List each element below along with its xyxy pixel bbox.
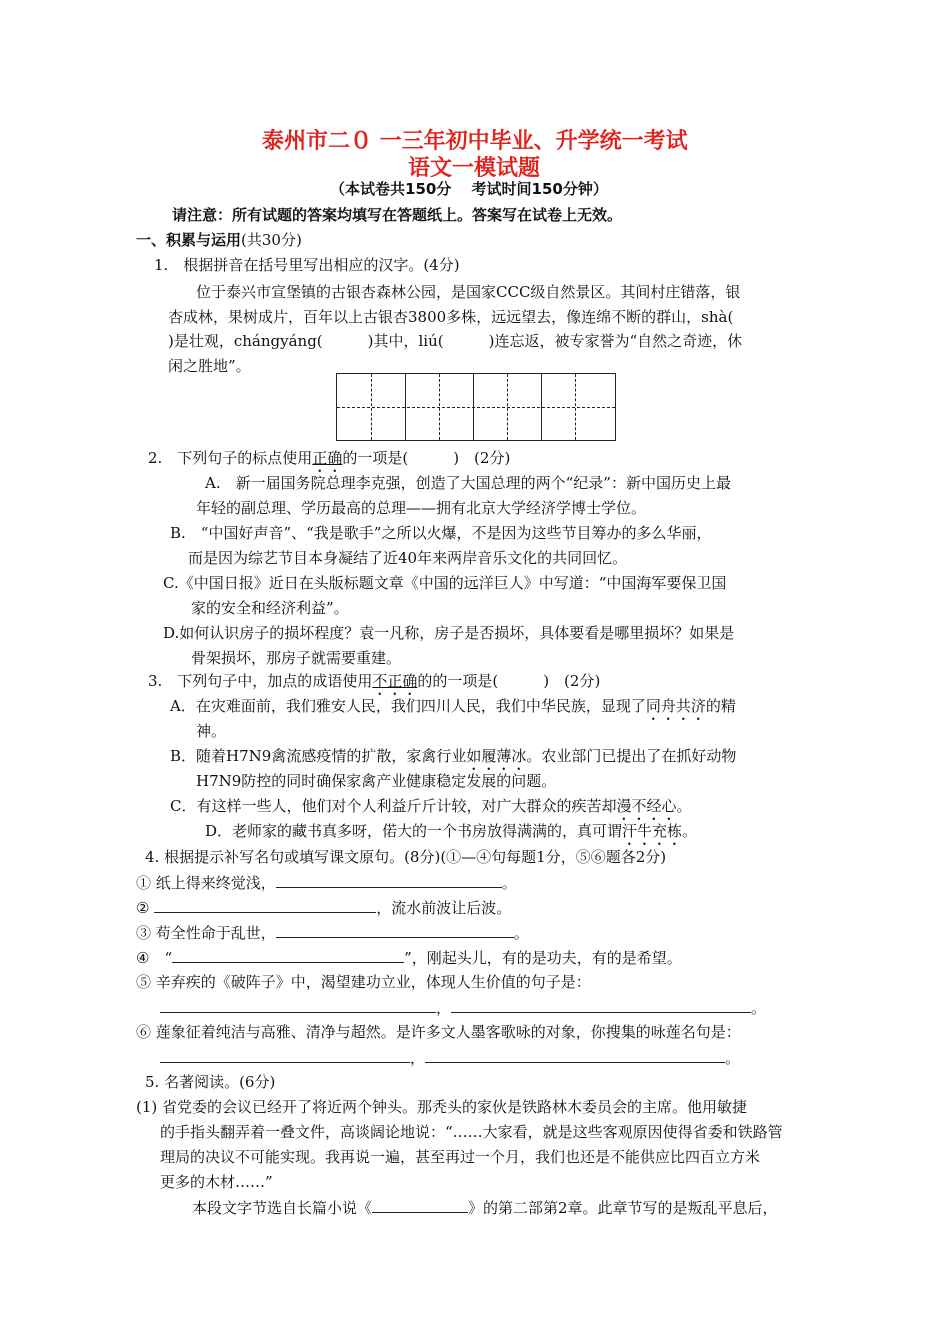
fill-blank — [425, 1046, 725, 1063]
fill-blank — [160, 1046, 410, 1063]
fill-blank — [172, 946, 404, 963]
q2-option-a-line1: A. 新一届国务院总理李克强，创造了大国总理的两个“纪录”：新中国历史上最 — [205, 474, 731, 492]
q1-passage-line1: 位于泰兴市宣堡镇的古银杏森林公园，是国家CCC级自然景区。其间村庄错落，银 — [196, 283, 741, 301]
q4-stem: 4. 根据提示补写名句或填写课文原句。(8分)(①—④句每题1分，⑤⑥题各2分) — [145, 848, 667, 866]
answer-grid — [336, 373, 616, 441]
fill-blank — [276, 921, 514, 938]
section-heading — [136, 229, 302, 250]
q4-item6: ⑥ 莲象征着纯洁与高雅、清净与超然。是许多文人墨客歌咏的对象，你搜集的咏莲名句是： — [136, 1023, 741, 1041]
q4-item5: ⑤ 辛弃疾的《破阵子》中，渴望建功立业，体现人生价值的句子是： — [136, 973, 591, 991]
exam-subtitle: （本试卷共150分 考试时间150分钟） — [330, 180, 608, 198]
q4-item6-blanks: ， 。 — [160, 1046, 740, 1068]
q5-passage-line3: 理局的决议不可能实现。我再说一遍，甚至再过一个月，我们也还是不能供应比四百立方米 — [160, 1148, 761, 1166]
q1-passage-line3: )是壮观，chángyáng( )其中，liú( )连忘返，被专家誉为“自然之奇迹，休 — [168, 332, 743, 350]
exam-title-line1: 泰州市二０ 一三年初中毕业、升学统一考试 — [262, 129, 688, 154]
q1-stem: 1. 根据拼音在括号里写出相应的汉字。(4分) — [154, 256, 460, 274]
fill-blank — [372, 1196, 468, 1213]
q4-item4: ④ “ ”，刚起头儿，有的是功夫，有的是希望。 — [136, 946, 682, 968]
section-title: 一、积累与运用 — [136, 231, 242, 249]
q1-passage-line4: 闲之胜地”。 — [168, 357, 251, 375]
fill-blank — [160, 996, 436, 1013]
idiom-dotted: 汗牛充栋 — [622, 822, 683, 840]
q5-passage-line4: 更多的木材……” — [160, 1173, 273, 1191]
q2-option-b-line1: B. “中国好声音”、“我是歌手”之所以火爆，不是因为这些节目筹办的多么华丽， — [170, 524, 712, 542]
q2-option-b-line2: 而是因为综艺节目本身凝结了近40年来两岸音乐文化的共同回忆。 — [188, 549, 628, 567]
q3-option-c: C．有这样一些人，他们对个人利益斤斤计较，对广大群众的疾苦却漫不经心。 — [170, 797, 692, 815]
q3-option-b-line1: B．随着H7N9禽流感疫情的扩散，家禽行业如履薄冰。农业部门已提出了在抓好动物 — [170, 747, 737, 765]
q3-keyword: 不正确 — [372, 672, 418, 690]
q3-option-d: D．老师家的藏书真多呀，偌大的一个书房放得满满的，真可谓汗牛充栋。 — [205, 822, 698, 840]
q5-passage-line5: 本段文字节选自长篇小说《 》的第二部第2章。此章节写的是叛乱平息后， — [192, 1196, 778, 1218]
q2-option-d-line2: 骨架损坏，那房子就需要重建。 — [191, 649, 402, 667]
q2-option-c-line1: C.《中国日报》近日在头版标题文章《中国的远洋巨人》中写道：“中国海军要保卫国 — [163, 574, 727, 592]
q1-passage-line2: 杏成林，果树成片，百年以上古银杏3800多株，远远望去，像连绵不断的群山，shà( — [168, 308, 734, 326]
exam-title-line2: 语文一模试题 — [408, 156, 541, 181]
q4-item3: ③ 苟全性命于乱世， 。 — [136, 921, 529, 943]
q5-passage-line1: (1) 省党委的会议已经开了将近两个钟头。那秃头的家伙是铁路林木委员会的主席。他用敏捷 — [136, 1098, 748, 1116]
section-score: (共30分) — [241, 231, 302, 249]
q2-keyword: 正确 — [312, 449, 343, 467]
idiom-dotted: 同舟共济 — [645, 697, 706, 715]
fill-blank — [451, 996, 751, 1013]
idiom-dotted: 如履薄冰 — [466, 747, 527, 765]
q3-option-b-line2: H7N9防控的同时确保家禽产业健康稳定发展的问题。 — [196, 772, 557, 790]
fill-blank — [276, 871, 502, 888]
q2-option-d-line1: D.如何认识房子的损坏程度？袁一凡称，房子是否损坏，具体要看是哪里损坏？如果是 — [163, 624, 735, 642]
q4-item5-blanks: ， 。 — [160, 996, 766, 1018]
q4-item2: ② ，流水前波让后波。 — [136, 896, 511, 918]
q2-option-c-line2: 家的安全和经济利益”。 — [191, 599, 349, 617]
idiom-dotted: 漫不经心 — [616, 797, 677, 815]
q2-stem: 2. 下列句子的标点使用正确的一项是( ) (2分) — [148, 449, 511, 467]
q3-option-a-line2: 神。 — [196, 722, 227, 740]
q3-option-a-line1: A．在灾难面前，我们雅安人民，我们四川人民，我们中华民族，显现了同舟共济的精 — [170, 697, 736, 715]
q4-item1: ① 纸上得来终觉浅， 。 — [136, 871, 517, 893]
q5-stem: 5. 名著阅读。(6分) — [145, 1073, 276, 1091]
exam-notice: 请注意：所有试题的答案均填写在答题纸上。答案写在试卷上无效。 — [172, 206, 623, 224]
fill-blank — [154, 896, 376, 913]
q2-option-a-line2: 年轻的副总理、学历最高的总理——拥有北京大学经济学博士学位。 — [196, 499, 647, 517]
q3-stem: 3. 下列句子中，加点的成语使用不正确的的一项是( ) (2分) — [148, 672, 601, 690]
q5-passage-line2: 的手指头翻弄着一叠文件，高谈阔论地说：“……大家看，就是这些客观原因使得省委和铁路管 — [160, 1123, 783, 1141]
